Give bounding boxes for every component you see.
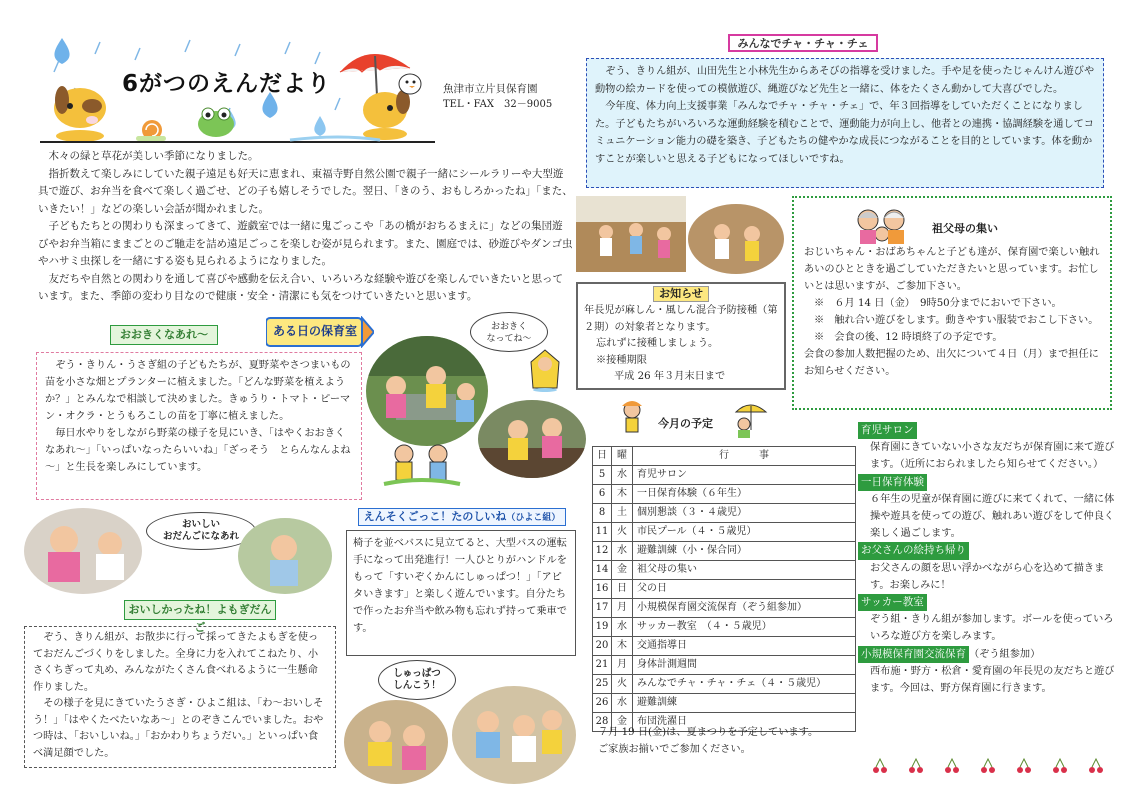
- schedule-weekday: 水: [612, 466, 633, 485]
- page-title: 6がつのえんだより: [122, 71, 332, 97]
- schedule-weekday: 火: [612, 675, 633, 694]
- photo-watering: [478, 400, 586, 478]
- schedule-event: 避難訓練: [633, 694, 856, 713]
- event-tag-suffix: （ぞう組参加）: [969, 648, 1041, 660]
- cherry-decoration: [866, 756, 1118, 776]
- notice-line: 忘れずに接種しましょう。: [596, 338, 719, 349]
- schedule-row: [593, 485, 856, 504]
- schedule-row: [593, 523, 856, 542]
- schedule-row: [593, 694, 856, 713]
- intro-paragraph: 友だちや自然との関わりを通して喜びや感動を伝え合い、いろいろな経験や遊びを楽しんでいきたいと思っています。また、季節の変わり目なので健康・安全・清潔にも気をつけていきたいと思います。: [38, 272, 563, 302]
- schedule-footer: [598, 724, 858, 758]
- nursery-day-badge: [266, 316, 374, 348]
- minna-paragraph: 今年度、体力向上支援事業「みんなでチャ・チャ・チェ」で、年３回指導をしていただくことになりました。子どもたちがいろいろな運動経験を積むことで、運動能力が向上し、他者との連携・協調経験を通してコミュニケーション能力の礎を築き、子どもたちの健やかな成長につながることを目的としています。体を動かすことが楽しいと思える子どもになってほしいですね。: [595, 101, 1094, 165]
- intro-text: [38, 148, 573, 306]
- event-tag: サッカー教室: [858, 594, 927, 611]
- schedule-day: 8: [593, 504, 612, 523]
- intro-paragraph: 木々の緑と草花が美しい季節になりました。: [48, 150, 259, 162]
- minna-box: [586, 58, 1104, 188]
- schedule-day: 5: [593, 466, 612, 485]
- dango-bubble: おいしい おだんごになあれ: [146, 512, 256, 550]
- event-text: ぞう組・きりん組が参加します。ボールを使っていろいろな遊び方を楽しみます。: [870, 614, 1114, 643]
- schedule-table-wrap: [592, 446, 856, 732]
- notice-line: ※接種期限: [596, 354, 647, 366]
- ensoku-box: 椅子を並べバスに見立てると、大型バスの運転手になって出発進行！一人ひとりがハンドルをもって「すいぞくかんにしゅっぱつ！」「アピタいきます」と楽しく遊んでいます。自分たちで作ったお弁当や飲み物も忘れず持って乗車です。: [346, 530, 576, 656]
- event-item: [858, 542, 1120, 594]
- event-tag: 育児サロン: [858, 422, 917, 439]
- note-mark: ※: [814, 332, 835, 343]
- header-banner: [40, 38, 435, 146]
- schedule-event: みんなでチャ・チャ・チェ（４・５歳児）: [633, 675, 856, 694]
- grow-paragraph: 毎日水やりをしながら野菜の様子を見にいき、「はやくおおきくなあれ～」「いっぱいなったらいいね」「ざっそう とらんなんよね～」と生長を楽しみにしています。: [45, 428, 351, 473]
- grandparents-intro: おじいちゃん・おばあちゃんと子ども達が、保育園で楽しい触れあいのひとときを過ごしていただきたいと思っています。お忙しいとは思いますが、ご参加下さい。: [804, 247, 1100, 292]
- note-mark: ※: [814, 315, 835, 326]
- kids-illustration: [382, 440, 462, 492]
- grow-paragraph: ぞう・きりん・うさぎ組の子どもたちが、夏野菜やさつまいもの苗を小さな畑とプランターに植えました。「どんな野菜を植えようか？」とみんなで相談して決めました。きゅうり・トマト・ピーマン・オクラ・とうもろこしの苗を丁寧に植えました。: [45, 360, 351, 422]
- grandparents-item-text: 触れ合い遊びをします。動きやすい服装でおこし下さい。: [834, 315, 1099, 326]
- event-item: [858, 646, 1120, 698]
- event-text: ６年生の児童が保育園に遊びに来てくれて、一緒に体操や遊具を使っての遊び、触れあい遊びをして仲良く楽しく過ごします。: [870, 493, 1115, 540]
- schedule-table: [592, 446, 856, 732]
- event-tag: 一日保育体験: [858, 474, 927, 491]
- schedule-weekday: 水: [612, 542, 633, 561]
- schedule-footer-line: ７月 19 日(金)は、夏まつりを予定しています。: [598, 727, 819, 738]
- schedule-weekday: 火: [612, 523, 633, 542]
- schedule-row: [593, 561, 856, 580]
- schedule-day: 16: [593, 580, 612, 599]
- schedule-row: [593, 675, 856, 694]
- schedule-day: 日: [593, 447, 612, 466]
- kid-raincoat-illustration: [527, 348, 563, 392]
- grandparents-title: 祖父母の集い: [932, 222, 998, 235]
- intro-paragraph: 子どもたちとの関わりも深まってきて、遊戯室では一緒に鬼ごっこや「あの橋がおちるまえに」などの集団遊びやお弁当箱にままごとのご馳走を詰め遠足ごっこを楽しむ姿が見られます。また、園庭では、砂遊びやダンゴ虫やハサミ虫探しを一緒にする姿も見られるようになりました。: [38, 220, 573, 267]
- event-text: 西布施・野方・松倉・愛育園の年長児の友だちと遊びます。今回は、野方保育園に行きます。: [870, 665, 1115, 695]
- minna-paragraph: ぞう、きりん組が、山田先生と小林先生からあそびの指導を受けました。手や足を使ったじゃんけん遊びや動物の絵カードを使っての模倣遊び、縄遊びなど先生と一緒に、体をたくさん動かして大喜びでした。: [595, 66, 1095, 95]
- note-mark: ※: [814, 298, 835, 309]
- schedule-event: サッカー教室 （４・５歳児）: [633, 618, 856, 637]
- schedule-event: 父の日: [633, 580, 856, 599]
- ensoku-title: [358, 508, 566, 526]
- schedule-event: 祖父母の集い: [633, 561, 856, 580]
- ensoku-title-sub: （ひよこ組）: [506, 513, 561, 523]
- notice-line: 年長児が麻しん・風しん混合予防接種（第２期）の対象者となります。: [584, 305, 778, 333]
- schedule-event: 市民プール（４・５歳児）: [633, 523, 856, 542]
- schedule-event: 小規模保育園交流保育（ぞう組参加）: [633, 599, 856, 618]
- schedule-event: 交通指導日: [633, 637, 856, 656]
- event-tag: お父さんの絵持ち帰り: [858, 542, 969, 559]
- schedule-row: [593, 656, 856, 675]
- schedule-event: 布団洗濯日: [633, 713, 856, 732]
- schedule-row: [593, 466, 856, 485]
- intro-paragraph: 指折数えて楽しみにしていた親子遠足も好天に恵まれ、東福寺野自然公園で親子一緒にシールラリーや大型遊具で遊び、お弁当を食べて楽しく過ごせ、どの子も嬉しそうでした。翌日、「きのう、おもしろかったね」「また、いきたい！」などの楽しい会話が聞かれました。: [38, 167, 573, 215]
- schedule-row: [593, 580, 856, 599]
- event-item: [858, 594, 1120, 646]
- grow-bubble: おおきく なってね～: [470, 312, 548, 352]
- schedule-day: 19: [593, 618, 612, 637]
- grandparents-icon: [854, 206, 914, 246]
- dango-paragraph: ぞう、きりん組が、お散歩に行って採ってきたよもぎを使っておだんごづくりをしました。全身に力を入れてこねたり、小さくちぎって丸め、みんながたくさん食べれるように一生懸命作りました。: [33, 632, 319, 693]
- schedule-header-row: [593, 447, 856, 466]
- schedule-day: 25: [593, 675, 612, 694]
- grandparents-box: [792, 196, 1112, 410]
- school-name: 魚津市立片貝保育園: [443, 83, 538, 95]
- grandparents-item: [804, 329, 1100, 346]
- grandparents-note: 会食の参加人数把握のため、出欠について４日（月）まで担任にお知らせください。: [804, 349, 1099, 377]
- photo-exercise-right: [688, 204, 784, 274]
- grandparents-item: [804, 295, 1100, 312]
- schedule-row: [593, 599, 856, 618]
- schedule-weekday: 金: [612, 713, 633, 732]
- schedule-row: [593, 542, 856, 561]
- notice-box: [576, 282, 786, 390]
- schedule-title: 今月の予定: [658, 417, 713, 430]
- grandparents-item-text: 会食の後、12 時頃終了の予定です。: [834, 332, 1003, 343]
- schedule-event: 身体計測週間: [633, 656, 856, 675]
- schedule-header: [618, 396, 778, 442]
- dango-box: [24, 626, 336, 768]
- schedule-weekday: 月: [612, 656, 633, 675]
- schedule-weekday: 水: [612, 694, 633, 713]
- event-text: 保育園にきていない小さな友だちが保育園に来て遊びます。（近所におられましたら知らせてください。）: [870, 442, 1115, 471]
- schedule-weekday: 水: [612, 618, 633, 637]
- schedule-event: 行 事: [633, 447, 856, 466]
- photo-dango-left: [24, 508, 142, 594]
- dango-title: おいしかったね！よもぎだんご: [124, 600, 276, 620]
- photo-dango-right: [238, 518, 332, 594]
- event-tag: 小規模保育園交流保育: [858, 646, 969, 663]
- grandparents-item-text: ６月 14 日（金） 9時50分までにおいで下さい。: [834, 298, 1062, 309]
- schedule-weekday: 日: [612, 580, 633, 599]
- schedule-weekday: 金: [612, 561, 633, 580]
- dango-paragraph: その様子を見にきていたうさぎ・ひよこ組は、「わ～おいしそう！」「はやくたべたいなあ～」とのぞきこんでいました。おやつ時は、「おいしいね。」「おかわりちょうだい。」といっぱい食べ満足顔でした。: [33, 698, 324, 759]
- photo-bus-left: [344, 700, 448, 784]
- ensoku-title-main: えんそくごっこ！たのしいね: [363, 510, 507, 523]
- schedule-day: 6: [593, 485, 612, 504]
- grandparents-item: [804, 312, 1100, 329]
- ensoku-bubble: しゅっぱつ しんこう！: [378, 660, 456, 700]
- event-text: お父さんの顔を思い浮かべながら心を込めて描きます。お楽しみに！: [870, 562, 1105, 591]
- notice-line: 平成 26 年３月末日まで: [614, 371, 726, 382]
- schedule-day: 17: [593, 599, 612, 618]
- schedule-day: 12: [593, 542, 612, 561]
- schedule-event: 一日保育体験（６年生）: [633, 485, 856, 504]
- schedule-row: [593, 504, 856, 523]
- minna-title: みんなでチャ・チャ・チェ: [728, 34, 878, 52]
- grow-title: おおきくなあれ～: [110, 325, 218, 345]
- notice-title: お知らせ: [653, 286, 709, 302]
- nursery-day-tag: ある日の保育室: [272, 324, 357, 338]
- schedule-weekday: 月: [612, 599, 633, 618]
- schedule-event: 育児サロン: [633, 466, 856, 485]
- schedule-weekday: 木: [612, 637, 633, 656]
- photo-exercise-left: [576, 196, 686, 272]
- photo-planting: [366, 336, 488, 446]
- schedule-day: 11: [593, 523, 612, 542]
- schedule-day: 21: [593, 656, 612, 675]
- schedule-weekday: 曜: [612, 447, 633, 466]
- photo-bus-right: [452, 686, 576, 784]
- school-tel: TEL・FAX 32－9005: [443, 99, 553, 110]
- event-item: [858, 422, 1120, 474]
- schedule-event: 避難訓練（小・保合同）: [633, 542, 856, 561]
- schedule-row: [593, 618, 856, 637]
- schedule-day: 20: [593, 637, 612, 656]
- schedule-day: 26: [593, 694, 612, 713]
- schedule-row: [593, 637, 856, 656]
- cherry-icon: [866, 756, 1118, 776]
- schedule-weekday: 土: [612, 504, 633, 523]
- schedule-event: 個別懇談（３・４歳児）: [633, 504, 856, 523]
- schedule-weekday: 木: [612, 485, 633, 504]
- schedule-day: 14: [593, 561, 612, 580]
- schedule-footer-line: ご家族お揃いでご参加ください。: [598, 744, 751, 755]
- schedule-day: 28: [593, 713, 612, 732]
- events-column: [858, 422, 1120, 697]
- event-item: [858, 474, 1120, 543]
- grow-box: [36, 352, 362, 500]
